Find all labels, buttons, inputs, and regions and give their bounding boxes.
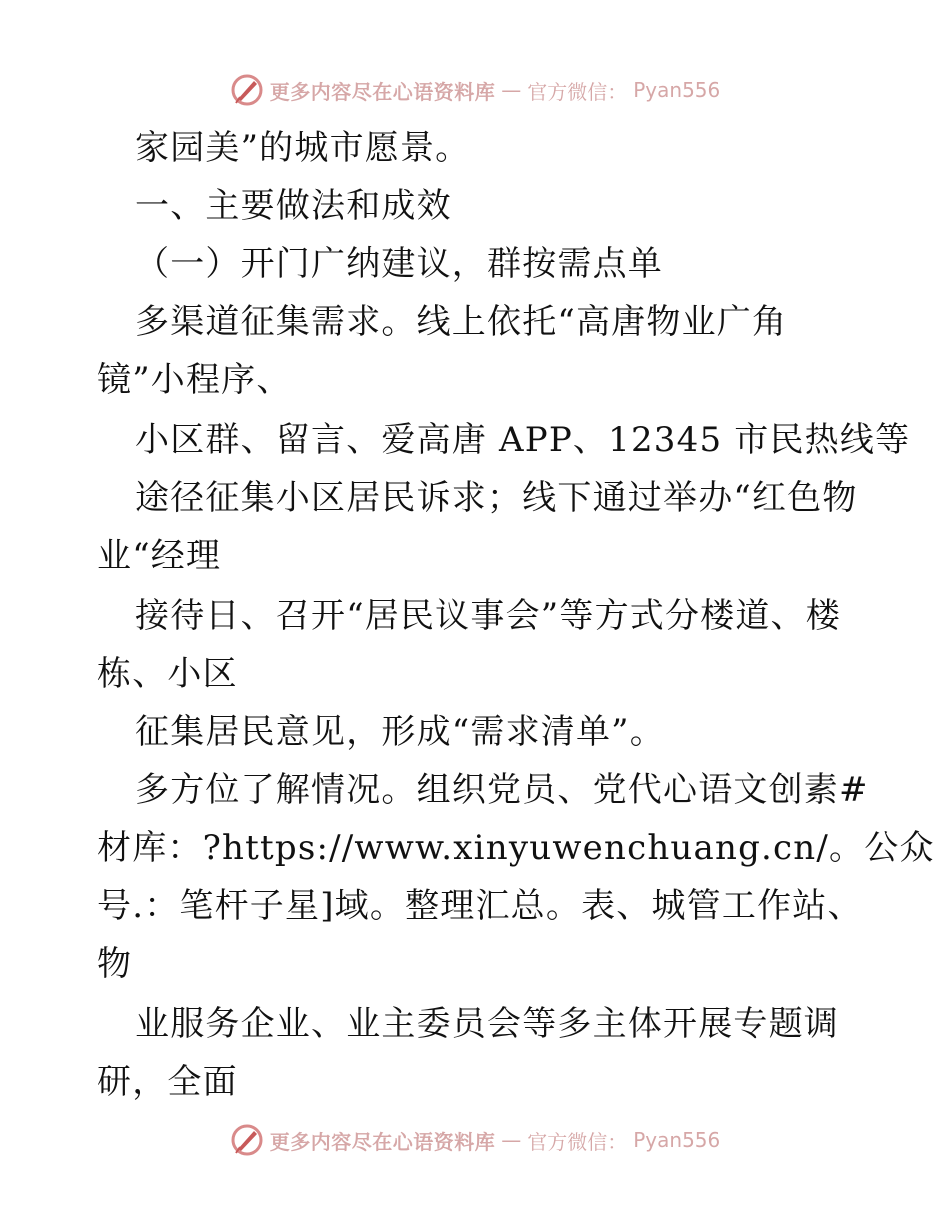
header-watermark: [0, 70, 950, 110]
watermark-account: Pyan556: [633, 1128, 721, 1152]
subsection-heading: （一）开门广纳建议，群按需点单: [135, 244, 663, 284]
body-line: 业“经理: [97, 536, 222, 576]
watermark-secondary-text: 官方微信：: [527, 1129, 628, 1154]
quill-circle-icon: [230, 1123, 264, 1157]
body-line: 研，全面: [97, 1062, 238, 1102]
body-line: 号.：笔杆子星]域。整理汇总。表、城管工作站、: [97, 886, 863, 926]
body-line: 接待日、召开“居民议事会”等方式分楼道、楼: [135, 596, 841, 636]
body-line: 材库：?https://www.xinyuwenchuang.cn/。公众: [97, 828, 935, 868]
watermark-separator: —: [501, 78, 522, 102]
section-heading: 一、主要做法和成效: [135, 186, 452, 226]
body-line: 小区群、留言、爱高唐 APP、12345 市民热线等: [135, 420, 911, 460]
body-line: 栋、小区: [97, 654, 238, 694]
watermark-account: Pyan556: [633, 78, 721, 102]
body-line: 途径征集小区居民诉求；线下通过举办“红色物: [135, 478, 858, 518]
watermark-separator: —: [501, 1128, 522, 1152]
body-line: 业服务企业、业主委员会等多主体开展专题调: [135, 1004, 839, 1044]
footer-watermark: [0, 1120, 950, 1160]
body-line: 多方位了解情况。组织党员、党代心语文创素#: [135, 770, 869, 810]
quill-circle-icon: [230, 73, 264, 107]
body-line: 家园美”的城市愿景。: [135, 128, 471, 168]
body-line: 镜”小程序、: [97, 360, 292, 400]
watermark-main-text: 更多内容尽在心语资料库: [269, 1129, 496, 1154]
body-line: 物: [97, 944, 133, 984]
watermark-main-text: 更多内容尽在心语资料库: [269, 79, 496, 104]
body-line: 征集居民意见，形成“需求清单”。: [135, 712, 665, 752]
watermark-secondary-text: 官方微信：: [527, 79, 628, 104]
body-line: 多渠道征集需求。线上依托“高唐物业广角: [135, 302, 788, 342]
